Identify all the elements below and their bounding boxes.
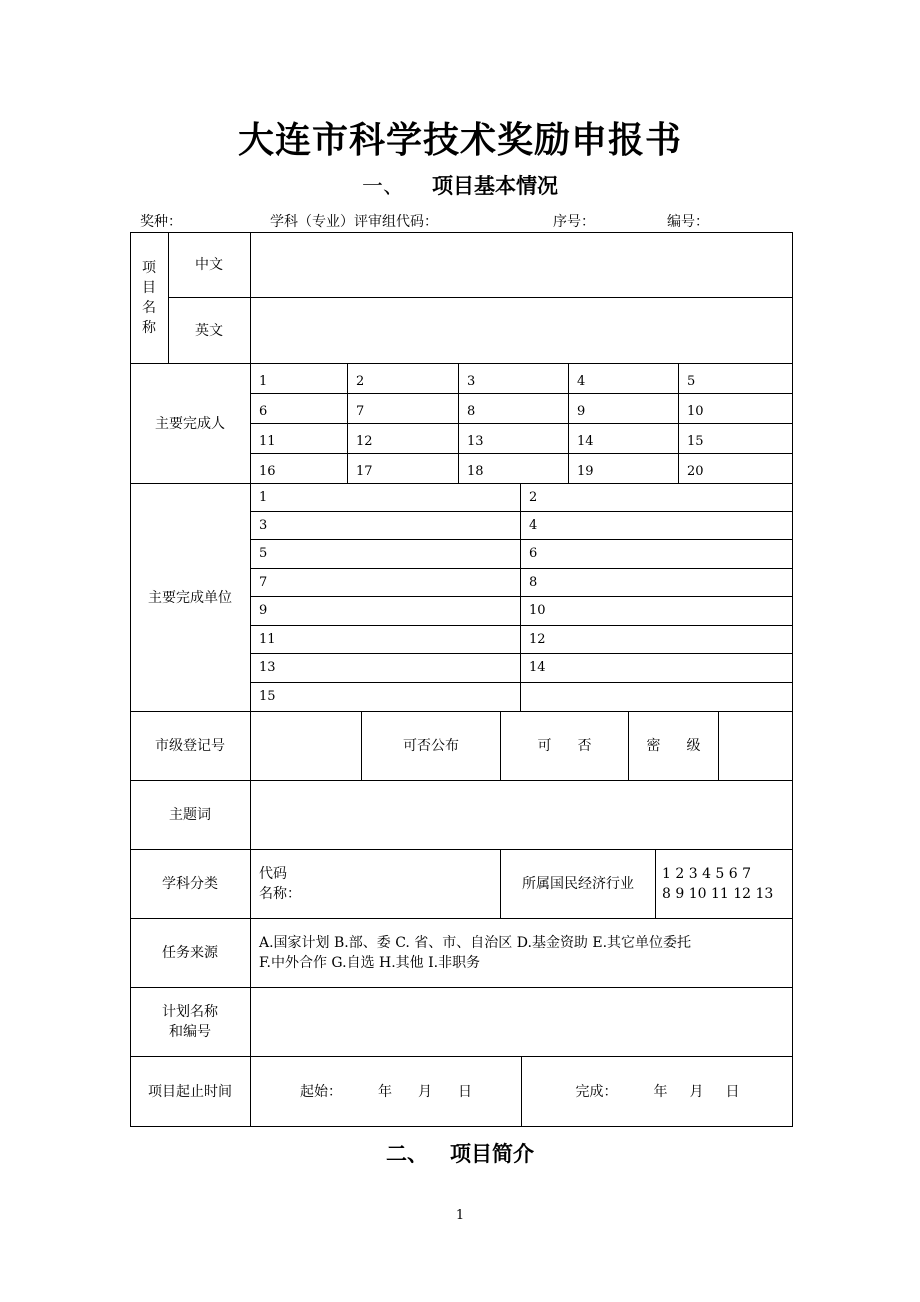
english-name-label: 英文 <box>195 322 223 339</box>
completer-number: 20 <box>687 464 704 479</box>
table-border <box>250 423 793 424</box>
industry-label: 所属国民经济行业 <box>522 876 634 892</box>
unit-number: 1 <box>259 490 268 505</box>
plan-field[interactable] <box>251 988 793 1056</box>
registration-label: 市级登记号 <box>155 738 225 754</box>
completer-number: 7 <box>356 404 365 419</box>
table-border <box>130 780 793 781</box>
table-border <box>520 483 521 711</box>
table-border <box>500 849 501 918</box>
unit-number: 9 <box>259 603 268 618</box>
section-2-title: 项目简介 <box>450 1142 534 1166</box>
end-day: 日 <box>725 1084 740 1100</box>
project-name-char: 目 <box>142 279 156 296</box>
table-border <box>347 363 348 483</box>
completer-number: 3 <box>467 374 476 389</box>
unit-number: 14 <box>529 660 546 675</box>
completer-number: 19 <box>577 464 594 479</box>
unit-number: 8 <box>529 575 538 590</box>
table-border <box>130 363 793 364</box>
unit-number: 7 <box>259 575 268 590</box>
table-border <box>130 232 131 1127</box>
completer-number: 11 <box>259 434 276 449</box>
document-title: 大连市科学技术奖励申报书 <box>237 120 682 161</box>
completer-number: 4 <box>577 374 586 389</box>
project-name-char: 称 <box>142 319 156 336</box>
level-char: 级 <box>686 738 701 754</box>
start-year: 年 <box>378 1084 392 1100</box>
discipline-code-text: 代码 <box>259 866 287 882</box>
completer-number: 8 <box>467 404 476 419</box>
table-border <box>130 1056 793 1057</box>
table-border <box>250 539 793 540</box>
section-1-heading <box>0 170 920 200</box>
task-source-label: 任务来源 <box>162 945 218 961</box>
completer-number: 13 <box>467 434 484 449</box>
table-border <box>361 711 362 780</box>
project-name-label <box>130 232 168 363</box>
industry-codes[interactable] <box>656 850 793 918</box>
section-2-number: 二、 <box>386 1142 428 1166</box>
plan-label-line2: 和编号 <box>169 1024 211 1040</box>
completer-number: 14 <box>577 434 594 449</box>
table-border <box>130 918 793 919</box>
unit-number: 5 <box>259 546 268 561</box>
table-border <box>250 625 793 626</box>
serial-label: 序号： <box>553 214 595 230</box>
table-border <box>500 711 501 780</box>
plan-label-line1: 计划名称 <box>162 1004 218 1020</box>
unit-number: 4 <box>529 518 538 533</box>
table-border <box>130 849 793 850</box>
english-name-field[interactable] <box>251 298 793 363</box>
table-border <box>130 987 793 988</box>
table-border <box>130 711 793 712</box>
table-border <box>792 232 793 1127</box>
table-border <box>655 849 656 918</box>
number-label: 编号： <box>667 214 709 230</box>
industry-codes-line2: 8 9 10 11 12 13 <box>662 886 774 902</box>
award-type-label: 奖种： <box>140 214 182 230</box>
task-source-options[interactable] <box>251 919 793 987</box>
table-border <box>168 297 793 298</box>
industry-codes-line1: 1 2 3 4 5 6 7 <box>662 866 752 882</box>
completer-number: 1 <box>259 374 268 389</box>
completer-number: 2 <box>356 374 365 389</box>
keywords-field[interactable] <box>251 781 793 849</box>
table-border <box>718 711 719 780</box>
table-border <box>250 596 793 597</box>
completer-number: 16 <box>259 464 276 479</box>
start-date-field[interactable] <box>251 1057 521 1127</box>
table-border <box>130 1126 793 1127</box>
table-border <box>521 1056 522 1127</box>
table-border <box>130 483 793 484</box>
completer-number: 17 <box>356 464 373 479</box>
end-date-field[interactable] <box>522 1057 793 1127</box>
project-name-char: 项 <box>142 259 156 276</box>
units-label: 主要完成单位 <box>148 589 232 606</box>
secret-char: 密 <box>646 738 661 754</box>
period-label: 项目起止时间 <box>148 1084 232 1100</box>
table-border <box>250 653 793 654</box>
completers-label: 主要完成人 <box>155 415 225 432</box>
table-border <box>568 363 569 483</box>
discipline-code-label: 学科（专业）评审组代码： <box>270 214 438 230</box>
end-label: 完成： <box>575 1084 618 1100</box>
start-day: 日 <box>458 1084 472 1100</box>
unit-number: 13 <box>259 660 276 675</box>
table-border <box>458 363 459 483</box>
unit-number: 10 <box>529 603 546 618</box>
completer-number: 9 <box>577 404 586 419</box>
table-border <box>250 511 793 512</box>
unit-number: 11 <box>259 632 276 647</box>
discipline-label: 学科分类 <box>162 876 218 892</box>
table-border <box>628 711 629 780</box>
table-border <box>250 453 793 454</box>
table-border <box>678 363 679 483</box>
discipline-name-text: 名称： <box>259 886 301 902</box>
project-name-char: 名 <box>142 299 156 316</box>
completer-number: 5 <box>687 374 696 389</box>
secret-level-field[interactable] <box>719 712 793 780</box>
task-source-line2: F.中外合作 G.自选 H.其他 I.非职务 <box>259 955 481 971</box>
publishable-no[interactable]: 否 <box>577 738 592 754</box>
section-2-heading <box>0 1138 920 1168</box>
completer-number: 15 <box>687 434 704 449</box>
keywords-label: 主题词 <box>169 807 211 823</box>
section-1-title: 项目基本情况 <box>432 174 558 198</box>
completer-number: 18 <box>467 464 484 479</box>
publishable-label: 可否公布 <box>403 738 459 754</box>
secret-level-label <box>629 712 718 780</box>
table-border <box>250 232 251 1127</box>
completer-number: 10 <box>687 404 704 419</box>
discipline-code-name-field[interactable] <box>251 850 500 918</box>
task-source-line1: A.国家计划 B.部、委 C. 省、市、自治区 D.基金资助 E.其它单位委托 <box>259 935 692 951</box>
plan-label <box>130 988 250 1056</box>
chinese-name-field[interactable] <box>251 232 793 297</box>
publishable-yes[interactable]: 可 <box>537 738 552 754</box>
end-year: 年 <box>653 1084 668 1100</box>
section-1-number: 一、 <box>362 174 404 198</box>
unit-number: 6 <box>529 546 538 561</box>
completer-number: 12 <box>356 434 373 449</box>
start-month: 月 <box>418 1084 432 1100</box>
unit-number: 12 <box>529 632 546 647</box>
unit-number: 15 <box>259 689 276 704</box>
completer-number: 6 <box>259 404 268 419</box>
chinese-name-label: 中文 <box>195 256 223 273</box>
publishable-options[interactable] <box>501 712 628 780</box>
unit-number: 2 <box>529 490 538 505</box>
start-label: 起始： <box>300 1084 342 1100</box>
page-number: 1 <box>455 1208 465 1223</box>
unit-number: 3 <box>259 518 268 533</box>
table-border <box>250 568 793 569</box>
end-month: 月 <box>689 1084 704 1100</box>
table-border <box>130 232 793 233</box>
registration-field[interactable] <box>251 712 361 780</box>
application-form-table <box>130 232 793 1127</box>
table-border <box>250 393 793 394</box>
table-border <box>250 682 793 683</box>
